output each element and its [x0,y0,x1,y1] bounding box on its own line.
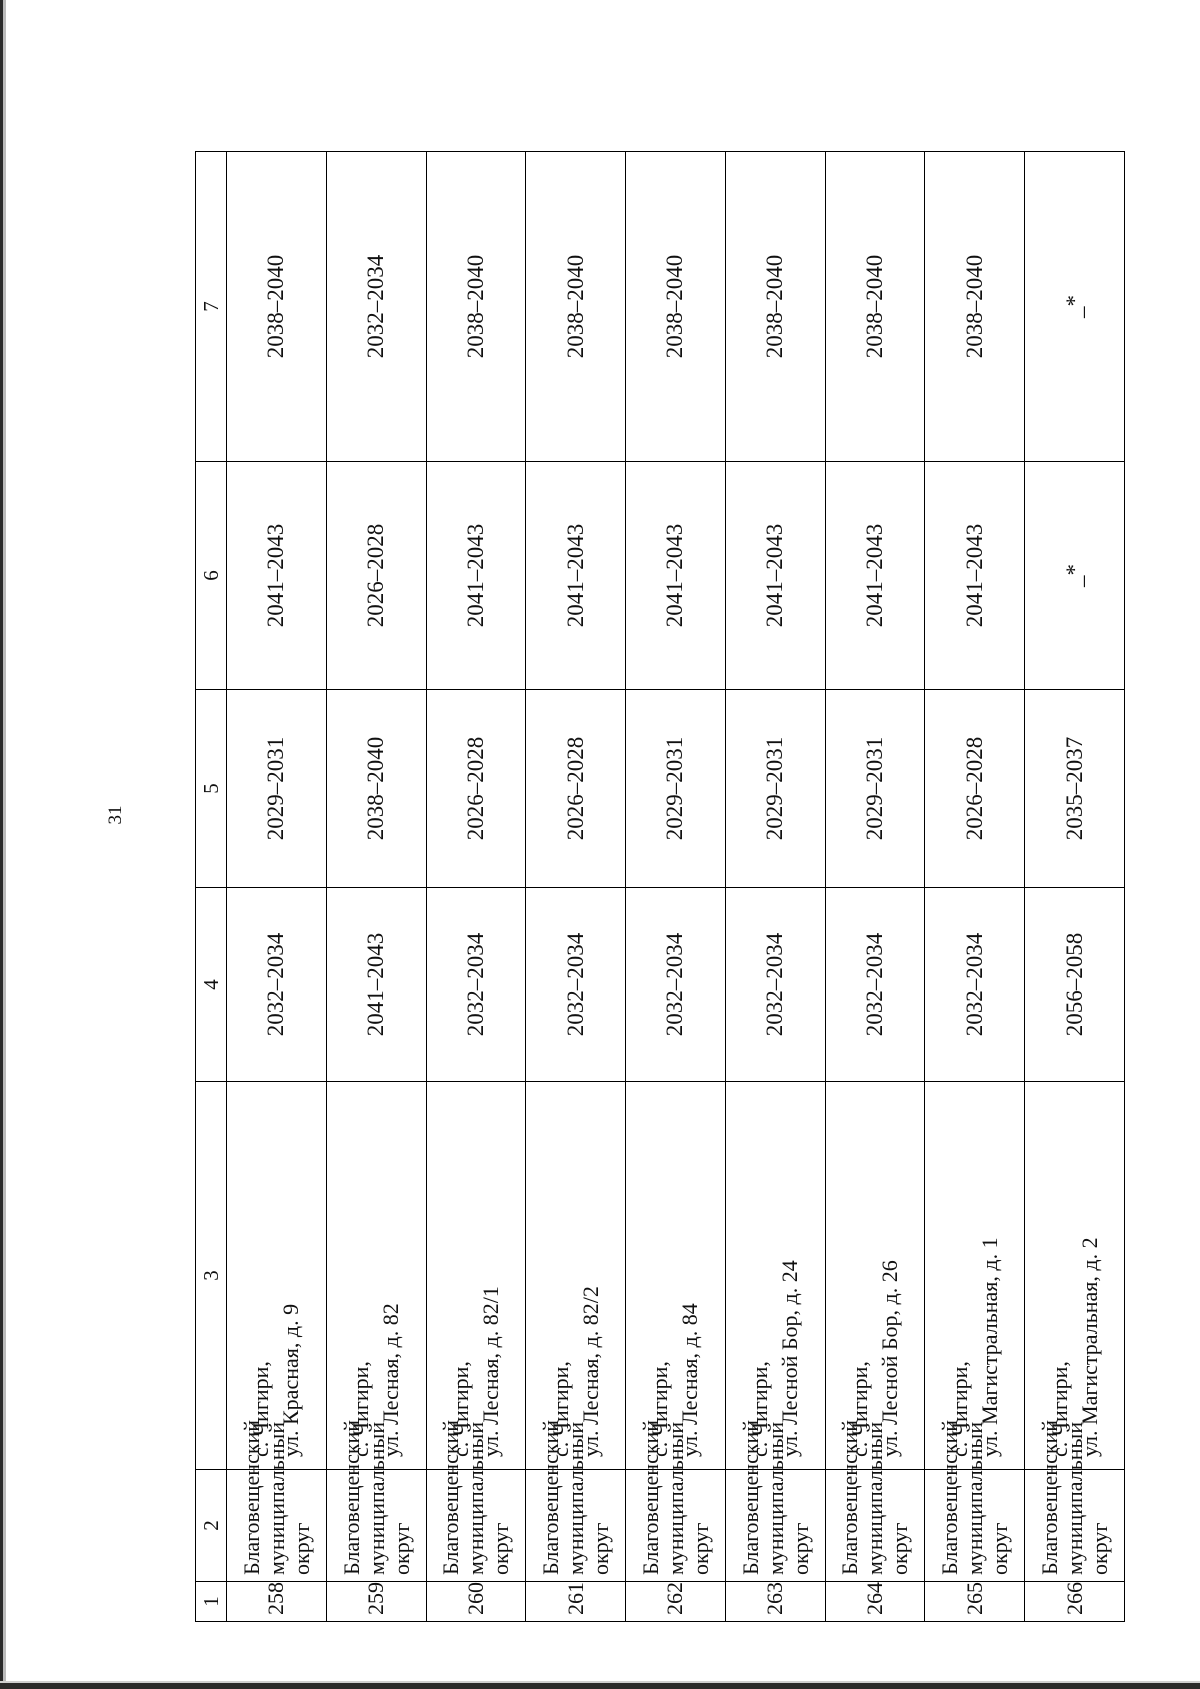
period-cell-col6: _* [1025,462,1125,690]
district-cell [725,1419,825,1582]
period-cell-col5: 2035–2037 [1025,690,1125,888]
period-cell-col4: 2032–2034 [526,888,626,1082]
district-cell [326,1419,426,1582]
district-line: Благовещенский [637,1419,663,1575]
period-cell-col7: 2038–2040 [925,152,1025,462]
district-line: муниципальный [962,1421,988,1575]
address-cell [326,1082,426,1470]
address-line: с. Чигири, [647,1361,673,1457]
address-line: с. Чигири, [447,1361,473,1457]
address-cell [925,1082,1025,1470]
district-line: муниципальный [662,1421,688,1575]
period-cell-col4: 2056–2058 [1025,888,1125,1082]
period-cell-col4: 2032–2034 [626,888,726,1082]
address-cell [227,1082,327,1470]
column-header-2: 2 [196,1470,227,1582]
table-container [195,152,1125,1622]
period-cell-col4: 2041–2043 [326,888,426,1082]
district-cell [426,1419,526,1582]
address-line: ул. Магистральная, д. 2 [1076,1237,1102,1457]
table-row [326,152,426,1622]
period-cell-col5: 2026–2028 [925,690,1025,888]
district-line: округ [987,1522,1013,1575]
address-cell [426,1082,526,1470]
district-cell [825,1419,925,1582]
table-body [227,152,1125,1622]
table-row [626,152,726,1622]
period-cell-col7: 2038–2040 [725,152,825,462]
address-line: с. Чигири, [248,1361,274,1457]
district-line: муниципальный [862,1421,888,1575]
row-number-cell: 261 [526,1582,626,1622]
period-cell-col6: 2026–2028 [326,462,426,690]
row-number-cell: 264 [825,1582,925,1622]
period-cell-col5: 2029–2031 [227,690,327,888]
period-cell-col5: 2029–2031 [825,690,925,888]
period-cell-col5: 2029–2031 [725,690,825,888]
period-cell-col6: 2041–2043 [626,462,726,690]
table-row [227,152,327,1622]
period-cell-col5: 2026–2028 [426,690,526,888]
address-cell [725,1082,825,1470]
district-line: округ [687,1522,713,1575]
period-cell-col6: 2041–2043 [825,462,925,690]
scan-edge-left [0,0,6,1689]
address-line: с. Чигири, [747,1361,773,1457]
district-line: муниципальный [463,1421,489,1575]
row-number-cell: 262 [626,1582,726,1622]
district-line: муниципальный [263,1421,289,1575]
period-cell-col4: 2032–2034 [725,888,825,1082]
scan-edge-bottom [0,1681,1200,1689]
address-cell [526,1082,626,1470]
address-line: с. Чигири, [946,1361,972,1457]
address-line: с. Чигири, [547,1361,573,1457]
district-line: округ [1087,1522,1113,1575]
district-line: муниципальный [563,1421,589,1575]
column-number-row [196,152,227,1622]
period-cell-col5: 2026–2028 [526,690,626,888]
row-number-cell: 260 [426,1582,526,1622]
table-row [526,152,626,1622]
district-line: округ [488,1522,514,1575]
table-row [426,152,526,1622]
district-line: округ [288,1522,314,1575]
address-line: ул. Магистральная, д. 1 [976,1237,1002,1457]
address-line: с. Чигири, [1046,1361,1072,1457]
row-number-cell: 266 [1025,1582,1125,1622]
column-header-1: 1 [196,1582,227,1622]
data-table [195,151,1125,1622]
address-cell [825,1082,925,1470]
column-header-3: 3 [196,1082,227,1470]
period-cell-col6: 2041–2043 [925,462,1025,690]
address-line: с. Чигири, [348,1361,374,1457]
period-cell-col7: _* [1025,152,1125,462]
column-header-4: 4 [196,888,227,1082]
district-line: муниципальный [762,1421,788,1575]
period-cell-col6: 2041–2043 [426,462,526,690]
table-row [925,152,1025,1622]
period-cell-col7: 2038–2040 [626,152,726,462]
address-line: ул. Лесная, д. 84 [677,1303,703,1457]
period-cell-col6: 2041–2043 [526,462,626,690]
district-line: округ [787,1522,813,1575]
district-cell [1025,1419,1125,1582]
address-cell [626,1082,726,1470]
address-cell [1025,1082,1125,1470]
district-line: Благовещенский [338,1419,364,1575]
district-line: Благовещенский [238,1419,264,1575]
page-number: 31 [105,805,126,825]
district-cell [526,1419,626,1582]
column-header-6: 6 [196,462,227,690]
district-line: округ [388,1522,414,1575]
row-number-cell: 265 [925,1582,1025,1622]
district-line: Благовещенский [837,1419,863,1575]
district-line: Благовещенский [438,1419,464,1575]
period-cell-col5: 2029–2031 [626,690,726,888]
period-cell-col4: 2032–2034 [825,888,925,1082]
table-row [1025,152,1125,1622]
period-cell-col7: 2038–2040 [426,152,526,462]
address-line: с. Чигири, [846,1361,872,1457]
district-line: округ [588,1522,614,1575]
district-line: округ [887,1522,913,1575]
district-line: Благовещенский [1037,1419,1063,1575]
district-line: Благовещенский [737,1419,763,1575]
district-cell [227,1419,327,1582]
district-cell [925,1419,1025,1582]
period-cell-col4: 2032–2034 [227,888,327,1082]
address-line: ул. Красная, д. 9 [278,1303,304,1457]
period-cell-col5: 2038–2040 [326,690,426,888]
address-line: ул. Лесной Бор, д. 26 [876,1260,902,1457]
district-line: муниципальный [1062,1421,1088,1575]
district-line: Благовещенский [937,1419,963,1575]
district-line: муниципальный [363,1421,389,1575]
address-line: ул. Лесная, д. 82 [378,1303,404,1457]
column-header-5: 5 [196,690,227,888]
period-cell-col4: 2032–2034 [426,888,526,1082]
district-cell [626,1419,726,1582]
period-cell-col6: 2041–2043 [725,462,825,690]
address-line: ул. Лесной Бор, д. 24 [777,1260,803,1457]
period-cell-col7: 2038–2040 [227,152,327,462]
row-number-cell: 258 [227,1582,327,1622]
row-number-cell: 263 [725,1582,825,1622]
period-cell-col7: 2038–2040 [526,152,626,462]
address-line: ул. Лесная, д. 82/2 [577,1286,603,1457]
address-line: ул. Лесная, д. 82/1 [477,1286,503,1457]
row-number-cell: 259 [326,1582,426,1622]
period-cell-col6: 2041–2043 [227,462,327,690]
column-header-7: 7 [196,152,227,462]
period-cell-col7: 2038–2040 [825,152,925,462]
period-cell-col7: 2032–2034 [326,152,426,462]
district-line: Благовещенский [538,1419,564,1575]
table-row [825,152,925,1622]
table-row [725,152,825,1622]
period-cell-col4: 2032–2034 [925,888,1025,1082]
